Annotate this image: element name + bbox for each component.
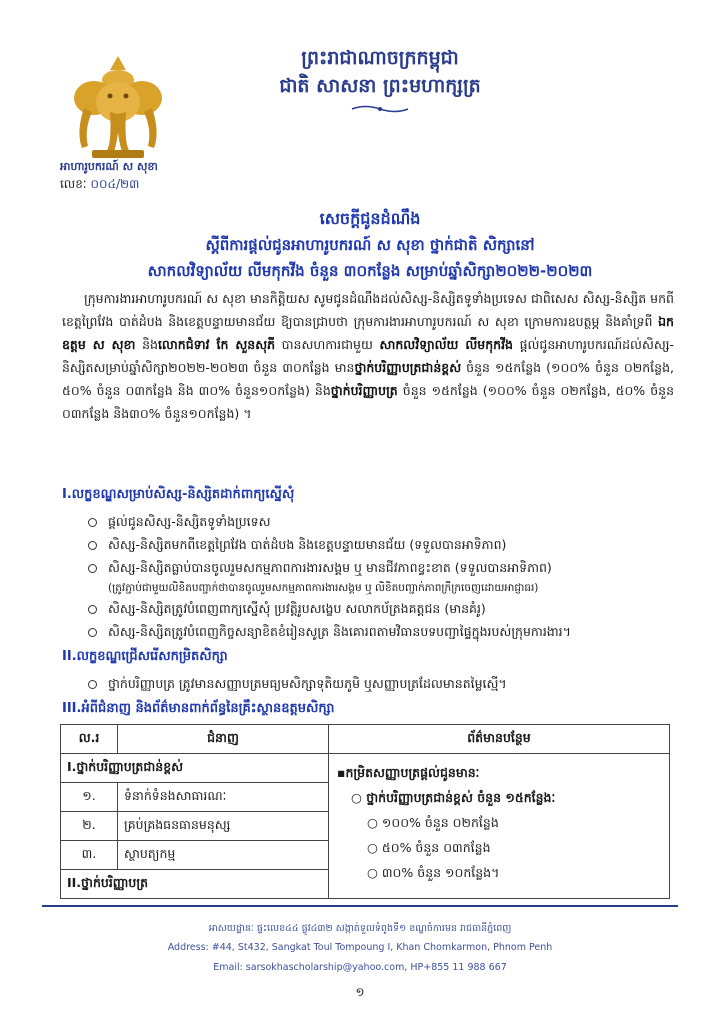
row-major: ទំនាក់ទំនងសាធារណៈ xyxy=(118,783,329,812)
majors-table xyxy=(60,724,670,899)
row-no: ២. xyxy=(61,812,118,841)
col-info-header: ព័ត៌មានបន្ថែម xyxy=(329,725,670,754)
page-number: ១ xyxy=(355,985,365,999)
org-name: អាហារូបករណ៍ ស សុខា xyxy=(60,160,158,173)
sponsor-2: លោកជំទាវ កែ សួនសុភី xyxy=(157,337,276,352)
footer-address-km: អាសយដ្ឋានៈ ផ្ទះលេខ៤៤ ផ្លូវ៤៣២ សង្កាត់ទួលទំពូងទី១ ខណ្ឌចំការមន រាជធានីភ្នំពេញ xyxy=(208,923,512,934)
list-item: សិស្ស-និស្សិតមកពីខេត្តព្រៃវែង បាត់ដំបង និងខេត្តបន្ទាយមានជ័យ (ទទួលបានអាទិភាព) xyxy=(86,533,686,556)
col-major-header: ជំនាញ xyxy=(118,725,329,754)
sponsor-1: ឯកឧត្តម ស សុខា xyxy=(62,314,674,352)
section-3-title: III.អំពីជំនាញ និងព័ត៌មានពាក់ព័ន្ធនៃគ្រឹះស្ថានឧត្តមសិក្សា xyxy=(62,701,335,716)
group-bachelor: II.ថ្នាក់បរិញ្ញាបត្រ xyxy=(61,870,329,899)
section-1-title: I.លក្ខខណ្ឌសម្រាប់សិស្ស-និស្សិតដាក់ពាក្យស្នើសុំ xyxy=(62,487,295,502)
list-note: (ត្រូវភ្ជាប់ជាមួយលិខិតបញ្ជាក់ថាបានចូលរួមសកម្មភាពការងារសង្គម ឬ លិខិតបញ្ជាក់ភាពក្រីក្រចេញដោយអាជ្ញាធរ) xyxy=(108,582,539,594)
row-no: ១. xyxy=(61,783,118,812)
section-2-list xyxy=(86,672,686,695)
info-cell xyxy=(329,754,670,899)
reference-value: ០០៤/២៣ xyxy=(90,177,140,191)
title-line-1: សេចក្តីជូនដំណឹង xyxy=(319,209,421,228)
list-item: ផ្តល់ជូនសិស្ស-និស្សិតទូទាំងប្រទេស xyxy=(86,510,686,533)
body-part-1: ក្រុមការងារអាហារូបករណ៍ ស សុខា មានកិត្តិយស សូមជូនដំណឹងដល់សិស្ស-និស្សិតទូទាំងប្រទេស ជាពិសេស សិស្ស-និស្សិត មកពី ខេត្តព្រៃវែង បាត់ដំបង និងខេត្តបន្ទាយមានជ័យ ឱ្យបានជ្រាបថា ក្រុមការងារអាហារូបករណ៍ ស សុខា ក្រោមការឧបត្ថម្ភ និងគាំទ្រពី xyxy=(62,291,674,329)
list-item: សិស្ស-និស្សិតត្រូវបំពេញកិច្ចសន្យាខិតខំរៀនសូត្រ និងគោរពតាមវិធានបទបញ្ជាផ្ទៃក្នុងរបស់ក្រុមការងារ។ xyxy=(86,620,686,643)
row-major: ស្ថាបត្យកម្ម xyxy=(118,841,329,870)
kingdom-heading xyxy=(230,44,530,100)
info-line-2: ○ ថ្នាក់បរិញ្ញាបត្រជាន់ខ្ពស់ ចំនួន ១៥កន្លែងៈ xyxy=(351,790,556,805)
body-part-3: បានសហការជាមួយ xyxy=(275,337,380,352)
kingdom-line-2: ជាតិ សាសនា ព្រះមហាក្សត្រ xyxy=(279,75,481,97)
ornament-divider-icon xyxy=(350,104,410,114)
table-header-row xyxy=(61,725,670,754)
info-item: ○ ៥០% ចំនួន ០៣កន្លែង xyxy=(367,840,491,855)
university-name: សាកលវិទ្យាល័យ លីមកុកវីង xyxy=(379,337,513,352)
list-item: សិស្ស-និស្សិតធ្លាប់បានចូលរួមសកម្មភាពការងារសង្គម ឬ មានជីវភាពខ្វះខាត (ទទួលបានអាទិភាព) xyxy=(86,556,686,579)
group-masters: I.ថ្នាក់បរិញ្ញាបត្រជាន់ខ្ពស់ xyxy=(61,754,329,783)
info-line-1: ▪កម្រិតសញ្ញាបត្រផ្តល់ជូនមានៈ xyxy=(337,765,480,780)
info-item: ○ ៣០% ចំនួន ១០កន្លែង។ xyxy=(367,865,500,880)
body-part-6: ចំនួន ១៥កន្លែង (១០០% ចំនួន ០២កន្លែង, ៥០% ចំនួន ០៣កន្លែង និង៣០% ចំនួន១០កន្លែង) ។ xyxy=(62,383,674,421)
footer-address-en: Address: #44, St432, Sangkat Toul Tompoung I, Khan Chomkarmon, Phnom Penh xyxy=(167,942,553,953)
col-no-header: ល.រ xyxy=(61,725,118,754)
title-line-2: ស្តីពីការផ្តល់ជូនអាហារូបករណ៍ ស សុខា ថ្នាក់ជាតិ សិក្សានៅ xyxy=(205,236,535,254)
section-2-title: II.លក្ខខណ្ឌជ្រើសរើសកម្រិតសិក្សា xyxy=(62,649,228,664)
body-part-2: និង xyxy=(135,337,158,352)
list-item: ថ្នាក់បរិញ្ញាបត្រ ត្រូវមានសញ្ញាបត្រមធ្យមសិក្សាទុតិយភូមិ ឬសញ្ញាបត្រដែលមានតម្លៃស្មើ។ xyxy=(86,672,686,695)
footer-divider xyxy=(42,905,678,907)
reference-label: លេខៈ xyxy=(60,177,87,191)
document-title xyxy=(40,206,700,284)
level-bachelor: ថ្នាក់បរិញ្ញាបត្រ xyxy=(330,383,398,398)
table-row xyxy=(61,754,670,783)
footer-email: Email: sarsokhascholarship@yahoo.com, HP+855 11 988 667 xyxy=(213,962,507,973)
body-paragraph xyxy=(62,287,674,425)
kingdom-line-1: ព្រះរាជាណាចក្រកម្ពុជា xyxy=(301,47,459,69)
row-no: ៣. xyxy=(61,841,118,870)
body-part-5: ចំនួន ១៥កន្លែង (១០០% ចំនួន ០២កន្លែង, ៥០% ចំនួន ០៣កន្លែង និង ៣០% ចំនួន១០កន្លែង) និង xyxy=(62,360,674,398)
title-line-3: សាកលវិទ្យាល័យ លីមកុកវីង ចំនួន ៣០កន្លែង សម្រាប់ឆ្នាំសិក្សា២០២២-២០២៣ xyxy=(147,262,593,280)
row-major: គ្រប់គ្រងធនធានមនុស្ស xyxy=(118,812,329,841)
reference-number xyxy=(60,176,139,194)
three-headed-elephant-logo xyxy=(66,52,170,160)
level-masters: ថ្នាក់បរិញ្ញាបត្រជាន់ខ្ពស់ xyxy=(354,360,462,375)
list-item: សិស្ស-និស្សិតត្រូវបំពេញពាក្យស្នើសុំ ប្រវត្តិរូបសង្ខេប សលាកប័ត្រងគត្តជន (មានគំរូ) xyxy=(86,597,686,620)
body-part-4: ផ្តល់ជូនអាហារូបករណ៍ដល់សិស្ស-និស្សិតសម្រាប់ឆ្នាំសិក្សា២០២២-២០២៣ ចំនួន ៣០កន្លែង មាន xyxy=(62,337,674,375)
info-item: ○ ១០០% ចំនួន ០២កន្លែង xyxy=(367,815,499,830)
section-1-list xyxy=(86,510,686,643)
